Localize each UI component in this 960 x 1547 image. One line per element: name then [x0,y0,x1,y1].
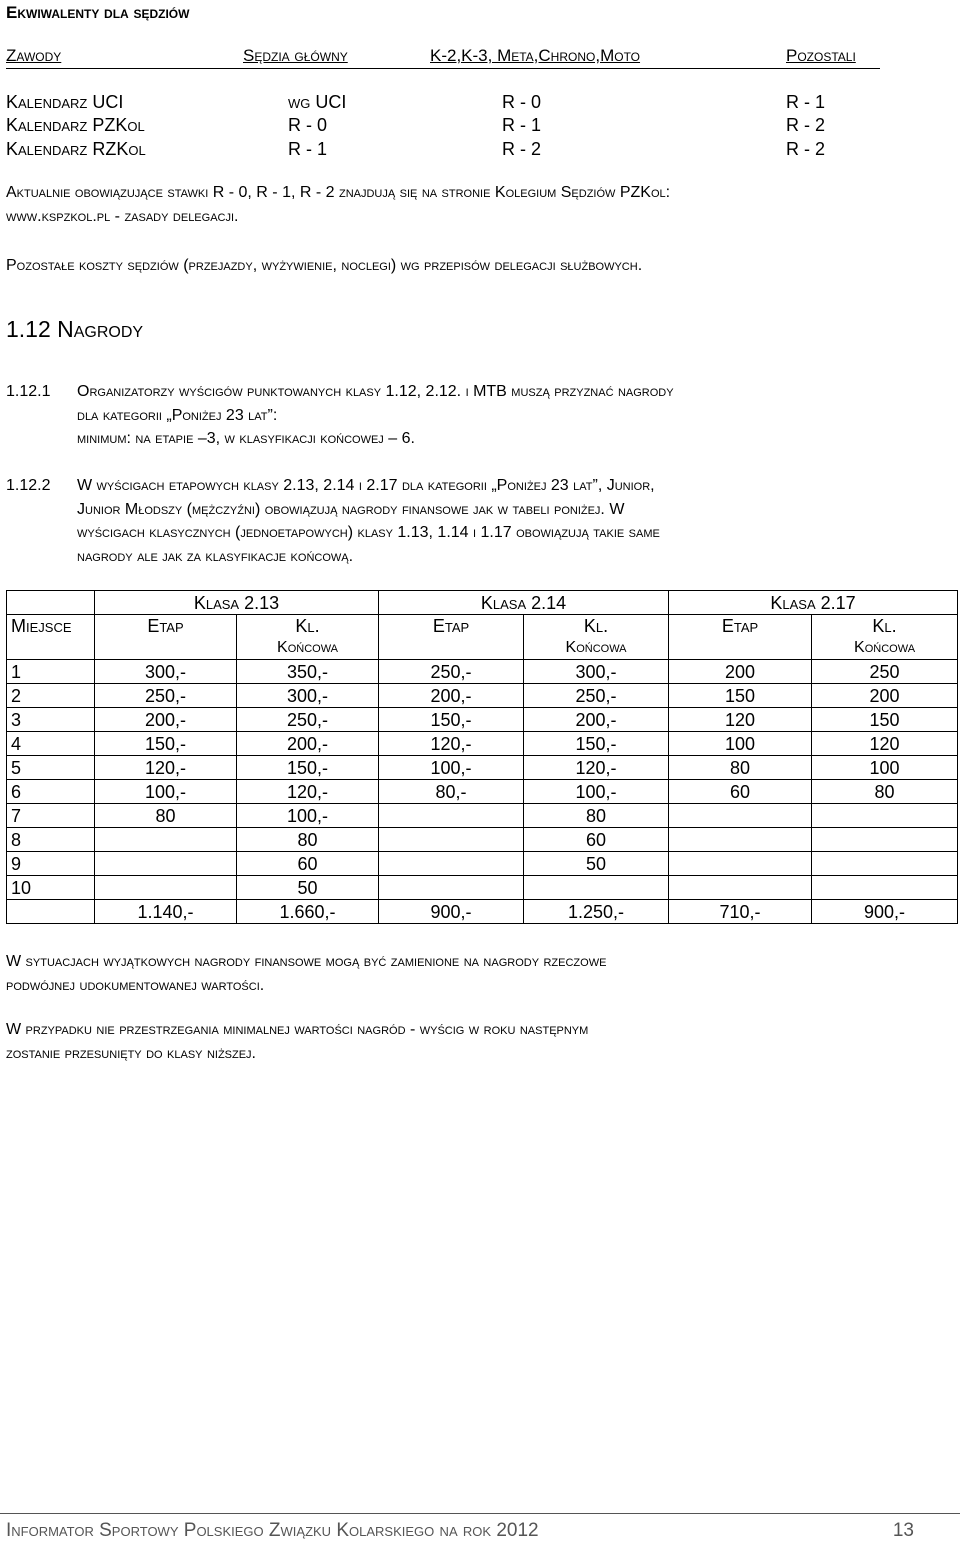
prize-cell: 200,- [524,708,669,732]
header-etap: Etap [95,615,237,660]
prize-cell: 150,- [95,732,237,756]
prize-cell: 200,- [379,684,524,708]
totals-row [7,900,958,924]
header-kl-koncowa: Kl. Końcowa [812,615,958,660]
item-line: dla kategorii „Poniżej 23 lat”: [77,406,278,424]
cell-zawody: Kalendarz PZKol [6,115,145,135]
place-cell: 3 [7,708,95,732]
table-row [7,852,958,876]
prize-table-header-row [7,615,958,660]
header-zawody: Zawody [6,46,62,65]
prize-cell: 100 [812,756,958,780]
prize-cell: 200,- [237,732,379,756]
prize-cell: 200 [669,660,812,684]
place-cell: 6 [7,780,95,804]
item-1-12-1 [0,380,960,452]
item-number: 1.12.1 [6,383,51,400]
table-row [7,708,958,732]
prize-cell: 250 [812,660,958,684]
prize-cell: 300,- [524,660,669,684]
header-kl-koncowa: Kl. Końcowa [237,615,379,660]
prize-cell: 80 [237,828,379,852]
prize-cell: 200,- [95,708,237,732]
prize-cell: 120 [669,708,812,732]
cell-sedzia: R - 0 [288,115,328,135]
item-number: 1.12.2 [6,477,51,494]
note-line: W przypadku nie przestrzegania minimalnej wartości nagród - wyścig w roku następnym [6,1021,589,1038]
empty-cell [7,900,95,924]
referee-row [6,139,880,162]
place-cell: 4 [7,732,95,756]
cell-zawody: Kalendarz UCI [6,92,124,112]
prize-cell: 120,- [524,756,669,780]
item-line: W wyścigach etapowych klasy 2.13, 2.14 i 2.17 dla kategorii „Poniżej 23 lat”, Junior, [77,477,655,494]
prize-cell: 80 [812,780,958,804]
item-line: wyścigach klasycznych (jednoetapowych) klasy 1.13, 1.14 i 1.17 obowiązują takie same [77,524,660,541]
header-miejsce: Miejsce [7,615,95,660]
item-1-12-2 [0,474,960,570]
prize-cell: 50 [237,876,379,900]
total-cell: 900,- [812,900,958,924]
prize-cell: 250,- [524,684,669,708]
section-title: 1.12 Nagrody [6,316,144,342]
costs-note: Pozostałe koszty sędziów (przejazdy, wyżywienie, noclegi) wg przepisów delegacji służbowych. [6,257,643,274]
item-text [77,380,674,451]
cell-k2k3: R - 1 [502,115,542,135]
penalty-note [6,1018,588,1066]
prize-table [6,590,958,924]
header-k2-k3: K-2,K-3, Meta,Chrono,Moto [430,46,641,65]
prize-cell: 80 [95,804,237,828]
total-cell: 1.140,- [95,900,237,924]
prize-cell: 150,- [524,732,669,756]
table-row [7,804,958,828]
material-prizes-note [6,950,606,998]
footer-title: Informator Sportowy Polskiego Związku Kolarskiego na rok 2012 [6,1520,539,1541]
prize-cell: 80,- [379,780,524,804]
rates-note [6,181,670,229]
place-cell: 7 [7,804,95,828]
table-row [7,660,958,684]
item-line: nagrody ale jak za klasyfikacje końcową. [77,547,354,565]
table-row [7,876,958,900]
item-text [77,474,660,568]
page-number: 13 [892,1520,914,1541]
cell-k2k3: R - 2 [502,139,542,159]
prize-cell: 150 [812,708,958,732]
prize-cell: 50 [524,852,669,876]
prize-cell: 80 [669,756,812,780]
group-klasa-2-17: Klasa 2.17 [669,591,958,615]
prize-cell [669,828,812,852]
total-cell: 1.250,- [524,900,669,924]
page-heading: Ekwiwalenty dla sędziów [6,3,190,22]
prize-cell [379,876,524,900]
prize-cell: 100,- [237,804,379,828]
prize-cell: 350,- [237,660,379,684]
place-cell: 9 [7,852,95,876]
prize-cell: 250,- [237,708,379,732]
prize-cell [669,852,812,876]
prize-cell [95,852,237,876]
place-cell: 5 [7,756,95,780]
prize-cell [95,828,237,852]
total-cell: 900,- [379,900,524,924]
prize-cell: 120,- [95,756,237,780]
prize-cell: 120 [812,732,958,756]
prize-cell: 60 [669,780,812,804]
empty-cell [7,591,95,615]
place-cell: 10 [7,876,95,900]
place-cell: 8 [7,828,95,852]
prize-cell [812,852,958,876]
rates-note-line: Aktualnie obowiązujące stawki R - 0, R - 1, R - 2 znajdują się na stronie Kolegium Sędziów PZKol: [6,184,671,201]
header-etap: Etap [379,615,524,660]
prize-cell [812,804,958,828]
prize-cell [524,876,669,900]
rates-note-link[interactable]: www.kspzkol.pl - zasady delegacji. [6,208,239,225]
prize-cell: 120,- [237,780,379,804]
item-line: minimum: na etapie –3, w klasyfikacji końcowej – 6. [77,430,415,447]
cell-pozostali: R - 2 [786,139,826,159]
prize-cell: 250,- [379,660,524,684]
prize-cell: 100,- [524,780,669,804]
note-line: podwójnej udokumentowanej wartości. [6,977,265,994]
prize-cell: 150 [669,684,812,708]
total-cell: 710,- [669,900,812,924]
prize-cell [379,804,524,828]
header-etap: Etap [669,615,812,660]
referee-table-header [6,44,880,69]
header-sedzia-glowny: Sędzia główny [243,46,348,65]
prize-cell [669,804,812,828]
table-row [7,780,958,804]
total-cell: 1.660,- [237,900,379,924]
place-cell: 2 [7,684,95,708]
referee-row [6,115,880,138]
prize-cell: 100,- [379,756,524,780]
note-line: zostanie przesunięty do klasy niższej. [6,1045,257,1062]
header-pozostali: Pozostali [786,46,856,65]
prize-cell [812,876,958,900]
note-line: W sytuacjach wyjątkowych nagrody finansowe mogą być zamienione na nagrody rzeczowe [6,953,607,970]
prize-cell: 100,- [95,780,237,804]
group-klasa-2-13: Klasa 2.13 [95,591,379,615]
table-row [7,684,958,708]
prize-cell [379,828,524,852]
cell-zawody: Kalendarz RZKol [6,139,146,159]
prize-cell: 60 [237,852,379,876]
prize-cell: 200 [812,684,958,708]
prize-cell [669,876,812,900]
prize-cell [812,828,958,852]
prize-table-group-row [7,591,958,615]
table-row [7,732,958,756]
cell-pozostali: R - 1 [786,92,826,112]
prize-cell [379,852,524,876]
item-line: Organizatorzy wyścigów punktowanych klasy 1.12, 2.12. i MTB muszą przyznać nagrody [77,383,674,400]
item-line: Junior Młodszy (mężczyźni) obowiązują nagrody finansowe jak w tabeli poniżej. W [77,500,625,518]
page-footer [0,1513,960,1547]
prize-cell: 60 [524,828,669,852]
prize-cell: 150,- [379,708,524,732]
header-kl-koncowa: Kl. Końcowa [524,615,669,660]
cell-pozostali: R - 2 [786,115,826,135]
prize-cell: 80 [524,804,669,828]
prize-cell: 250,- [95,684,237,708]
prize-cell: 100 [669,732,812,756]
place-cell: 1 [7,660,95,684]
prize-cell: 120,- [379,732,524,756]
table-row [7,828,958,852]
group-klasa-2-14: Klasa 2.14 [379,591,669,615]
prize-cell [95,876,237,900]
table-row [7,756,958,780]
referee-row [6,92,880,115]
cell-k2k3: R - 0 [502,92,542,112]
cell-sedzia: wg UCI [288,92,347,112]
prize-cell: 150,- [237,756,379,780]
prize-cell: 300,- [237,684,379,708]
cell-sedzia: R - 1 [288,139,328,159]
prize-cell: 300,- [95,660,237,684]
